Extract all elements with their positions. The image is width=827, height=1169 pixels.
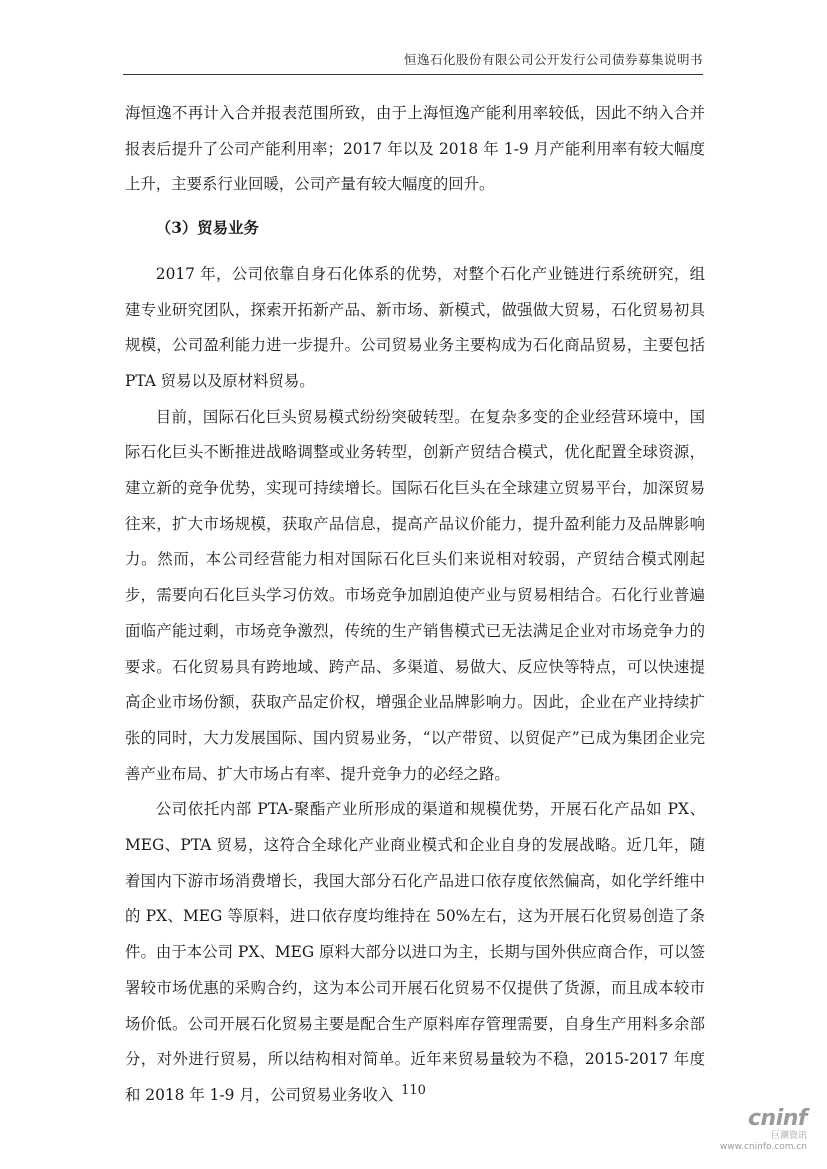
logo-brand-text: cninf: [748, 1106, 807, 1131]
cninfo-watermark-logo: [717, 1108, 807, 1158]
paragraph-trade-overview: 2017 年，公司依靠自身石化体系的优势，对整个石化产业链进行系统研究，组建专业研究团队，探索开拓新产品、新市场、新模式，做强做大贸易，石化贸易初具规模，公司盈利能力进一步提升。公司贸易业务主要构成为石化商品贸易，主要包括 PTA 贸易以及原材料贸易。: [125, 264, 705, 390]
header-divider: [123, 74, 703, 75]
section-heading-trade-business: （3）贸易业务: [155, 219, 259, 238]
logo-subtitle: 巨潮资讯: [770, 1131, 807, 1141]
paragraph-company-trade: 公司依托内部 PTA-聚酯产业所形成的渠道和规模优势，开展石化产品如 PX、MEG、PTA 贸易，这符合全球化产业商业模式和企业自身的发展战略。近几年，随着国内下游市场消费增长，我国大部分石化产品进口依存度依然偏高，如化学纤维中的 PX、MEG 等原料，进口依存度均维持在 50%左右，这为开展石化贸易创造了条件。由于本公司 PX、MEG 原料大部分以进口为主，长期与国外供应商合作，可以签署较市场优惠的采购合约，这为本公司开展石化贸易不仅提供了货源，而且成本较市场价低。公司开展石化贸易主要是配合生产原料库存管理需要，自身生产用料多余部分，对外进行贸易，所以结构相对简单。近年来贸易量较为不稳，2015-2017 年度和 2018 年 1-9 月，公司贸易业务收入: [125, 800, 705, 1104]
document-header-title: 恒逸石化股份有限公司公开发行公司债券募集说明书: [403, 52, 703, 67]
logo-url: www.cninfo.com.cn: [719, 1142, 807, 1152]
paragraph-continuation: 海恒逸不再计入合并报表范围所致，由于上海恒逸产能利用率较低，因此不纳入合并报表后提升了公司产能利用率；2017 年以及 2018 年 1-9 月产能利用率有较大幅度上升，主要系行业回暖，公司产量有较大幅度的回升。: [125, 104, 705, 194]
document-body: [125, 96, 705, 1114]
paragraph-international-trade: 目前，国际石化巨头贸易模式纷纷突破转型。在复杂多变的企业经营环境中，国际石化巨头不断推进战略调整或业务转型，创新产贸结合模式，优化配置全球资源，建立新的竞争优势，实现可持续增长。国际石化巨头在全球建立贸易平台，加深贸易往来，扩大市场规模，获取产品信息，提高产品议价能力，提升盈利能力及品牌影响力。然而，本公司经营能力相对国际石化巨头们来说相对较弱，产贸结合模式刚起步，需要向石化巨头学习仿效。市场竞争加剧迫使产业与贸易相结合。石化行业普遍面临产能过剩，市场竞争激烈，传统的生产销售模式已无法满足企业对市场竞争力的要求。石化贸易具有跨地域、跨产品、多渠道、易做大、反应快等特点，可以快速提高企业市场份额，获取产品定价权，增强企业品牌影响力。因此，企业在产业持续扩张的同时，大力发展国际、国内贸易业务，“以产带贸、以贸促产”已成为集团企业完善产业布局、扩大市场占有率、提升竞争力的必经之路。: [125, 407, 705, 783]
page-number: 110: [401, 1083, 426, 1098]
